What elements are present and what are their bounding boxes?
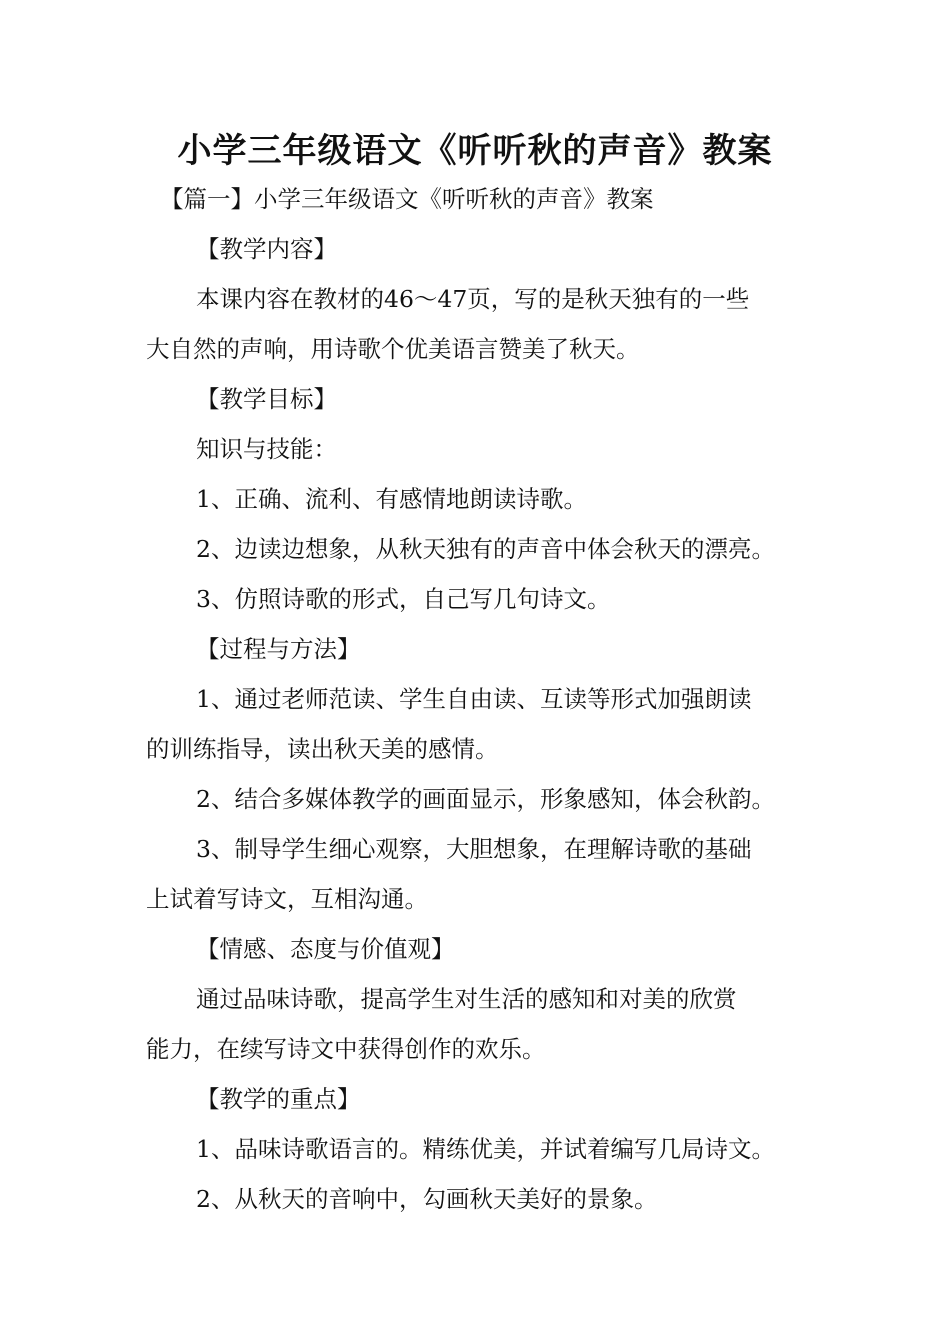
document-title: 小学三年级语文《听听秋的声音》教案 [177, 131, 773, 171]
list-item: 1、品味诗歌语言的。精练优美，并试着编写几局诗文。 [196, 1135, 775, 1163]
list-item: 1、正确、流利、有感情地朗读诗歌。 [196, 485, 587, 513]
paragraph-line: 大自然的声响，用诗歌个优美语言赞美了秋天。 [146, 335, 640, 363]
paragraph-line: 本课内容在教材的46～47页，写的是秋天独有的一些 [196, 285, 750, 313]
heading-teaching-goals: 【教学目标】 [196, 385, 337, 413]
list-item: 2、边读边想象，从秋天独有的声音中体会秋天的漂亮。 [196, 535, 775, 563]
list-item: 1、通过老师范读、学生自由读、互读等形式加强朗读 [196, 685, 752, 713]
paragraph-line: 上试着写诗文，互相沟通。 [146, 885, 428, 913]
subheading-knowledge-skills: 知识与技能： [196, 435, 337, 463]
heading-teaching-content: 【教学内容】 [196, 235, 337, 263]
heading-key-points: 【教学的重点】 [196, 1085, 361, 1113]
section-subtitle: 【篇一】小学三年级语文《听听秋的声音》教案 [160, 185, 654, 213]
list-item: 3、制导学生细心观察，大胆想象，在理解诗歌的基础 [196, 835, 752, 863]
paragraph-line: 能力，在续写诗文中获得创作的欢乐。 [146, 1035, 546, 1063]
list-item: 2、从秋天的音响中，勾画秋天美好的景象。 [196, 1185, 658, 1213]
paragraph-line: 的训练指导，读出秋天美的感情。 [146, 735, 499, 763]
heading-process-methods: 【过程与方法】 [196, 635, 361, 663]
list-item: 3、仿照诗歌的形式，自己写几句诗文。 [196, 585, 611, 613]
paragraph-line: 通过品味诗歌，提高学生对生活的感知和对美的欣赏 [196, 985, 737, 1013]
heading-emotion-values: 【情感、态度与价值观】 [196, 935, 455, 963]
list-item: 2、结合多媒体教学的画面显示，形象感知，体会秋韵。 [196, 785, 775, 813]
